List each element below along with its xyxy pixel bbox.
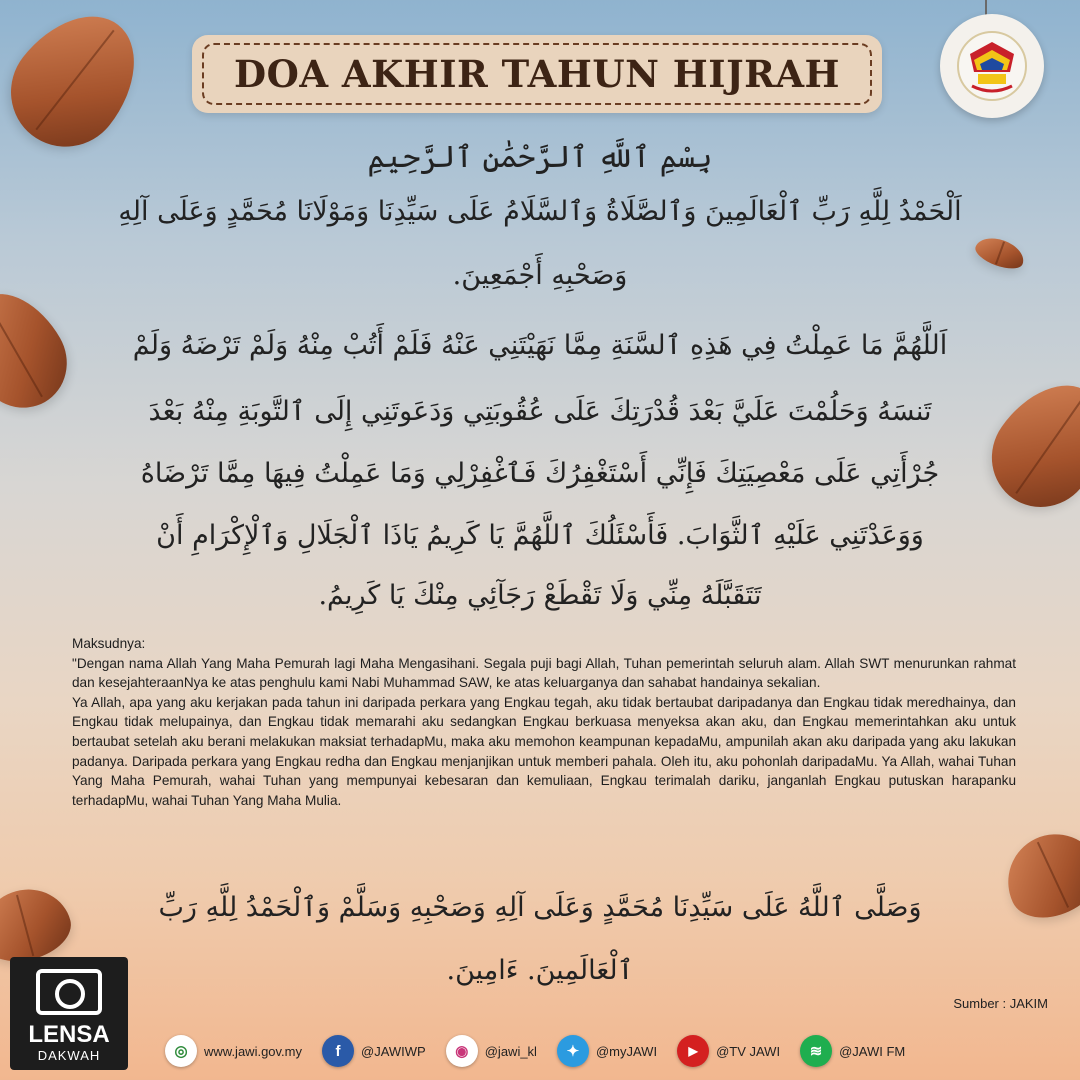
arabic-line: اَللَّهُمَّ مَا عَمِلْتُ فِي هَذِهِ ٱلسَّنَةِ مِمَّا نَهَيْتَنِي عَنْهُ فَلَمْ أَتُبْ مِنْهُ وَلَمْ تَرْضَهُ وَلَمْ [132, 330, 948, 361]
social-label: @jawi_kl [484, 1043, 537, 1059]
social-label: @JAWI FM [839, 1043, 906, 1059]
social-youtube[interactable] [677, 1035, 780, 1067]
instagram-icon: ◉ [446, 1035, 478, 1067]
arabic-closing-line: وَصَلَّى ٱللَّهُ عَلَى سَيِّدِنَا مُحَمَّدٍ وَعَلَى آلِهِ وَصَحْبِهِ وَسَلَّمْ وَٱلْحَمْدُ لِلَّهِ رَبِّ [158, 892, 922, 923]
arabic-line: تَتَقَبَّلَهُ مِنِّي وَلَا تَقْطَعْ رَجَآئِي مِنْكَ يَا كَرِيمُ. [318, 580, 762, 611]
camera-icon [36, 969, 102, 1015]
twitter-icon: ✦ [557, 1035, 589, 1067]
social-spotify[interactable] [800, 1035, 905, 1067]
logo-text: LENSA [28, 1021, 110, 1048]
social-label: @JAWIWP [361, 1043, 426, 1059]
arabic-line: تَنسَهُ وَحَلُمْتَ عَلَيَّ بَعْدَ قُدْرَتِكَ عَلَى عُقُوبَتِي وَدَعَوتَنِي إِلَى ٱلتَّوبَةِ مِنْهُ بَعْدَ [148, 396, 932, 427]
arabic-line: جُرْأَتِي عَلَى مَعْصِيَتِكَ فَإِنِّي أَسْتَغْفِرُكَ فَٱغْفِرْلِي وَمَا عَمِلْتُ فِيهَا مِمَّا تَرْضَاهُ [140, 458, 940, 489]
translation-paragraph: "Dengan nama Allah Yang Maha Pemurah lagi Maha Mengasihani. Segala puji bagi Allah, Tuhan pemerintah seluruh alam. Allah SWT menurunkan rahmat dan kesejahteraanNya ke atas penghulu kami Nabi Muhammad SAW, ke atas keluarganya dan sahabat handainya sekalian. [72, 655, 1016, 691]
jawi-emblem-logo [940, 14, 1044, 118]
social-label: @myJAWI [595, 1043, 658, 1059]
social-label: www.jawi.gov.my [204, 1043, 303, 1059]
social-website[interactable] [165, 1035, 302, 1067]
arabic-line: اَلْحَمْدُ لِلَّهِ رَبِّ ٱلْعَالَمِينَ وَٱلصَّلَاةُ وَٱلسَّلَامُ عَلَى سَيِّدِنَا وَمَوْلَانَا مُحَمَّدٍ وَعَلَى آلِهِ [118, 196, 962, 227]
arabic-closing-line: ٱلْعَالَمِينَ. ءَامِينَ. [446, 955, 634, 986]
arabic-basmalah: بِسْمِ ٱللَّهِ ٱلرَّحْمَٰنِ ٱلرَّحِيمِ [367, 140, 713, 175]
social-facebook[interactable] [322, 1035, 426, 1067]
autumn-leaf-decoration [972, 363, 1080, 527]
emblem-icon [940, 14, 1044, 118]
globe-icon: ◎ [165, 1035, 197, 1067]
autumn-leaf-decoration [993, 819, 1080, 932]
social-instagram[interactable] [446, 1035, 537, 1067]
arabic-line: وَوَعَدْتَنِي عَلَيْهِ ٱلثَّوَابَ. فَأَسْئَلُكَ ٱللَّهُمَّ يَا كَرِيمُ يَاذَا ٱلْجَلَالِ وَٱلْإِكْرَامِ أَنْ [156, 520, 924, 551]
lensa-dakwah-logo [10, 957, 128, 1070]
social-footer [165, 1031, 1065, 1071]
source-credit: Sumber : JAKIM [953, 996, 1048, 1011]
title-banner [192, 35, 882, 113]
social-twitter[interactable] [557, 1035, 657, 1067]
social-label: @TV JAWI [716, 1043, 781, 1059]
youtube-icon: ▶ [677, 1035, 709, 1067]
arabic-line: وَصَحْبِهِ أَجْمَعِينَ. [452, 260, 628, 291]
facebook-icon: f [322, 1035, 354, 1067]
title-border [202, 43, 872, 105]
translation-heading: Maksudnya: [72, 636, 146, 651]
logo-subtext: DAKWAH [37, 1048, 101, 1063]
autumn-leaf-decoration [0, 276, 84, 425]
translation-paragraph: Ya Allah, apa yang aku kerjakan pada tahun ini daripada perkara yang Engkau tegah, aku tidak bertaubat daripadanya dan Engkau tidak meredhainya, dan Engkau tidak melupainya, dan Engkau tidak memarahi aku sedangkan Engkau berkuasa menyeksa akan aku, dan Engkau memerintahkan aku untuk bertaubat setelah aku berani melakukan maksiat terhadapMu, maka aku memohon keampunan kepadaMu, ampunilah akan aku daripada yang aku lakukan padanya. Daripada perkara yang Engkau redha dan Engkau menjanjikan untuk memberi pahala. Oleh itu, aku pohonlah daripadaMu. Ya Allah, wahai Tuhan Yang Maha Pemurah, wahai Tuhan yang mempunyai kebesaran dan kemuliaan, Engkau terimalah dariku, janganlah Engkau putuskan harapanku terhadapMu, wahai Tuhan Yang Maha Mulia. [72, 694, 1016, 808]
page-title: DOA AKHIR TAHUN HIJRAH [234, 52, 840, 96]
spotify-icon: ≋ [800, 1035, 832, 1067]
translation-block [72, 634, 1016, 810]
